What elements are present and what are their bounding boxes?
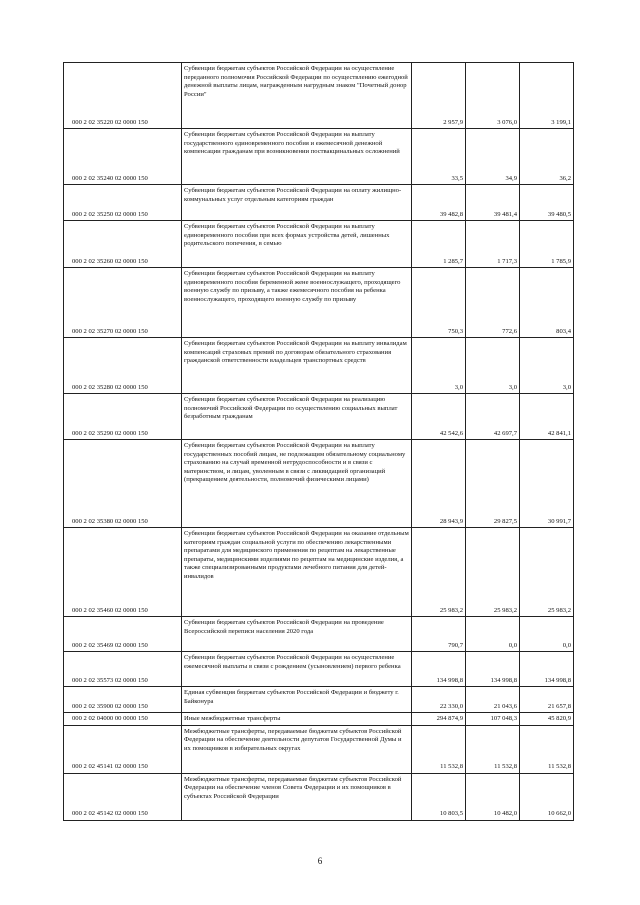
row-code: 000 2 02 35573 02 0000 150 [64, 652, 182, 687]
budget-table [63, 62, 574, 821]
row-value-year-1: 1 285,7 [412, 221, 466, 268]
table-row [64, 617, 574, 652]
table-row [64, 713, 574, 726]
row-value-year-1: 39 482,8 [412, 185, 466, 221]
row-code: 000 2 02 35270 02 0000 150 [64, 268, 182, 338]
row-description: Субвенции бюджетам субъектов Российской Федерации на выплату единовременного пособия беременной жене военнослужащего, проходящего военную службу по призыву, а также ежемесячного пособия на ребенка военнослужащего, проходящего военную службу по призыву [182, 268, 412, 338]
table-row [64, 185, 574, 221]
row-description: Субвенции бюджетам субъектов Российской Федерации на выплату государственных пособий лицам, не подлежащим обязательному социальному страхованию на случай временной нетрудоспособности и в связи с материнством, и лицам, уволенным в связи с ликвидацией организаций (прекращением деятельности, полномочий физическими лицами) [182, 440, 412, 528]
row-value-year-2: 3,0 [466, 338, 520, 394]
row-value-year-3: 21 657,8 [520, 687, 574, 713]
row-code: 000 2 02 35290 02 0000 150 [64, 394, 182, 440]
row-value-year-1: 25 983,2 [412, 528, 466, 617]
row-code: 000 2 02 45141 02 0000 150 [64, 725, 182, 773]
row-value-year-2: 107 048,3 [466, 713, 520, 726]
row-code: 000 2 02 35900 02 0000 150 [64, 687, 182, 713]
row-code: 000 2 02 35240 02 0000 150 [64, 129, 182, 185]
row-value-year-1: 3,0 [412, 338, 466, 394]
row-value-year-1: 33,5 [412, 129, 466, 185]
table-row [64, 221, 574, 268]
row-value-year-3: 3,0 [520, 338, 574, 394]
table-row [64, 687, 574, 713]
row-value-year-1: 10 803,5 [412, 773, 466, 820]
row-value-year-1: 134 998,8 [412, 652, 466, 687]
row-code: 000 2 02 35280 02 0000 150 [64, 338, 182, 394]
row-description: Субвенции бюджетам субъектов Российской Федерации на оказание отдельным категориям граждан социальной услуги по обеспечению лекарственными препаратами для медицинского применения по рецептам на лекарственные препараты, медицинскими изделиями по рецептам на медицинские изделия, а также специализированными продуктами лечебного питания для детей-инвалидов [182, 528, 412, 617]
table-row [64, 440, 574, 528]
row-value-year-1: 2 957,9 [412, 63, 466, 129]
row-description: Межбюджетные трансферты, передаваемые бюджетам субъектов Российской Федерации на обеспечение членов Совета Федерации и их помощников в субъектах Российской Федерации [182, 773, 412, 820]
row-description: Единая субвенция бюджетам субъектов Российской Федерации и бюджету г. Байконура [182, 687, 412, 713]
row-value-year-3: 11 532,8 [520, 725, 574, 773]
row-description: Субвенции бюджетам субъектов Российской Федерации на осуществление переданного полномочия Российской Федерации по осуществлению ежегодной денежной выплаты лицам, награжденным нагрудным знаком "Почетный донор России" [182, 63, 412, 129]
row-value-year-3: 803,4 [520, 268, 574, 338]
table-row [64, 338, 574, 394]
row-value-year-1: 790,7 [412, 617, 466, 652]
row-value-year-2: 42 697,7 [466, 394, 520, 440]
table-row [64, 63, 574, 129]
row-description: Субвенции бюджетам субъектов Российской Федерации на проведение Всероссийской переписи населения 2020 года [182, 617, 412, 652]
row-code: 000 2 02 35460 02 0000 150 [64, 528, 182, 617]
row-code: 000 2 02 35220 02 0000 150 [64, 63, 182, 129]
row-value-year-1: 28 943,9 [412, 440, 466, 528]
row-description: Субвенции бюджетам субъектов Российской Федерации на осуществление ежемесячной выплаты в связи с рождением (усыновлением) первого ребенка [182, 652, 412, 687]
table-row [64, 528, 574, 617]
row-value-year-3: 42 841,1 [520, 394, 574, 440]
row-description: Иные межбюджетные трансферты [182, 713, 412, 726]
row-value-year-2: 39 481,4 [466, 185, 520, 221]
row-value-year-2: 21 043,6 [466, 687, 520, 713]
table-body [64, 63, 574, 821]
table-row [64, 268, 574, 338]
row-value-year-3: 30 991,7 [520, 440, 574, 528]
row-value-year-3: 39 480,5 [520, 185, 574, 221]
row-value-year-3: 45 820,9 [520, 713, 574, 726]
row-value-year-2: 10 482,0 [466, 773, 520, 820]
row-description: Субвенции бюджетам субъектов Российской Федерации на выплату инвалидам компенсаций страховых премий по договорам обязательного страхования гражданской ответственности владельцев транспортных средств [182, 338, 412, 394]
row-description: Субвенции бюджетам субъектов Российской Федерации на выплату государственного единовременного пособия и ежемесячной денежной компенсации гражданам при возникновении поствакцинальных осложнений [182, 129, 412, 185]
row-value-year-3: 0,0 [520, 617, 574, 652]
row-value-year-3: 3 199,1 [520, 63, 574, 129]
row-code: 000 2 02 35250 02 0000 150 [64, 185, 182, 221]
row-description: Субвенции бюджетам субъектов Российской Федерации на реализацию полномочий Российской Федерации по осуществлению социальных выплат безработным гражданам [182, 394, 412, 440]
row-value-year-2: 772,6 [466, 268, 520, 338]
row-value-year-3: 36,2 [520, 129, 574, 185]
table-row [64, 773, 574, 820]
row-value-year-1: 294 874,9 [412, 713, 466, 726]
row-value-year-2: 34,9 [466, 129, 520, 185]
page-number: 6 [317, 856, 323, 866]
row-value-year-3: 25 983,2 [520, 528, 574, 617]
row-code: 000 2 02 35380 02 0000 150 [64, 440, 182, 528]
row-value-year-2: 29 827,5 [466, 440, 520, 528]
row-value-year-3: 10 662,0 [520, 773, 574, 820]
table-row [64, 652, 574, 687]
row-value-year-1: 11 532,8 [412, 725, 466, 773]
row-value-year-2: 0,0 [466, 617, 520, 652]
row-description: Межбюджетные трансферты, передаваемые бюджетам субъектов Российской Федерации на обеспечение деятельности депутатов Государственной Думы и их помощников в избирательных округах [182, 725, 412, 773]
row-value-year-1: 750,3 [412, 268, 466, 338]
row-value-year-3: 134 998,8 [520, 652, 574, 687]
row-code: 000 2 02 04000 00 0000 150 [64, 713, 182, 726]
row-value-year-2: 1 717,3 [466, 221, 520, 268]
row-value-year-2: 3 076,0 [466, 63, 520, 129]
row-description: Субвенции бюджетам субъектов Российской Федерации на выплату единовременного пособия при всех формах устройства детей, лишенных родительского попечения, в семью [182, 221, 412, 268]
row-code: 000 2 02 35469 02 0000 150 [64, 617, 182, 652]
row-code: 000 2 02 45142 02 0000 150 [64, 773, 182, 820]
row-value-year-2: 11 532,8 [466, 725, 520, 773]
table-row [64, 725, 574, 773]
row-value-year-1: 42 542,6 [412, 394, 466, 440]
table-row [64, 394, 574, 440]
row-value-year-2: 25 983,2 [466, 528, 520, 617]
row-value-year-2: 134 998,8 [466, 652, 520, 687]
row-code: 000 2 02 35260 02 0000 150 [64, 221, 182, 268]
row-value-year-1: 22 330,0 [412, 687, 466, 713]
table-row [64, 129, 574, 185]
row-description: Субвенции бюджетам субъектов Российской Федерации на оплату жилищно-коммунальных услуг отдельным категориям граждан [182, 185, 412, 221]
row-value-year-3: 1 785,9 [520, 221, 574, 268]
